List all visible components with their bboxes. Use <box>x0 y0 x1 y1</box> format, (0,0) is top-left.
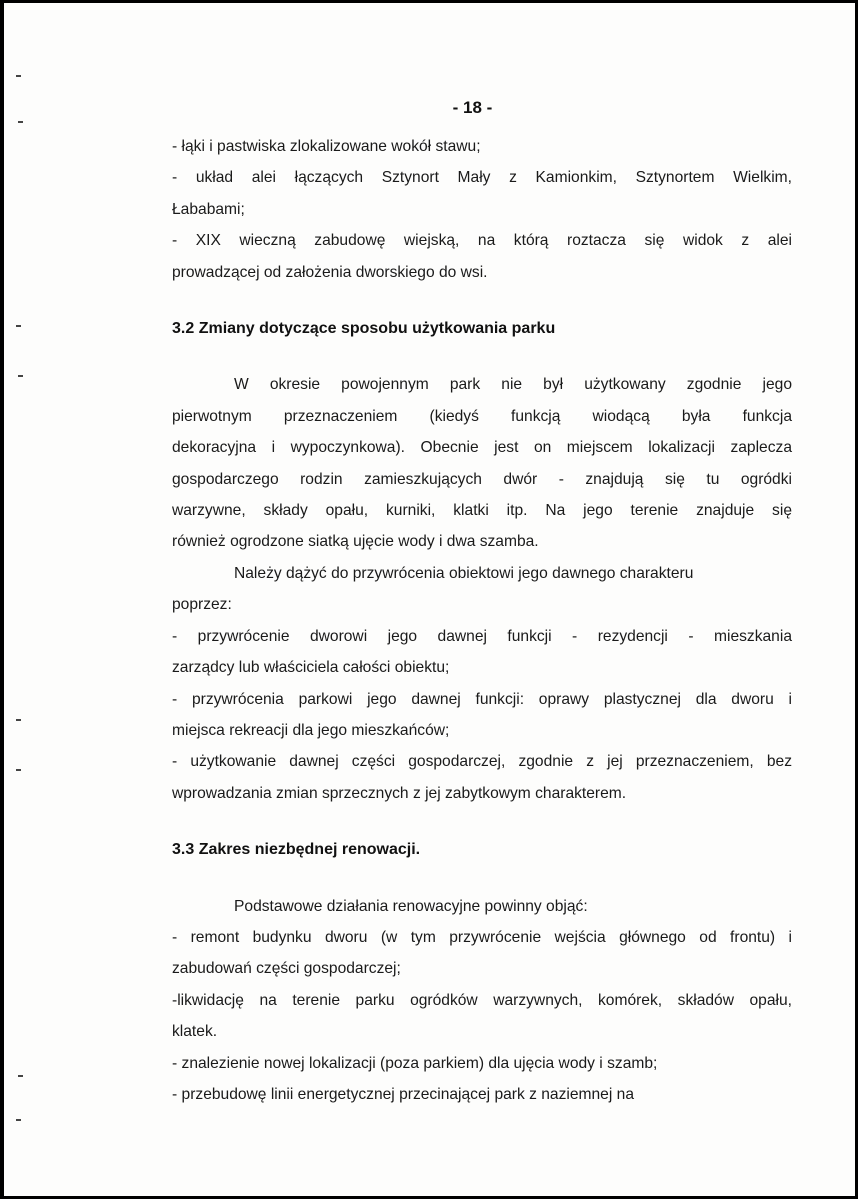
scan-mark <box>18 375 23 377</box>
document-page <box>4 3 855 1196</box>
text-line: - znalezienie nowej lokalizacji (poza parkiem) dla ujęcia wody i szamb; <box>172 1054 658 1072</box>
scan-mark <box>18 1075 23 1077</box>
paragraph <box>172 369 792 557</box>
text-line: wprowadzania zmian sprzecznych z jej zabytkowym charakterem. <box>172 784 627 802</box>
scan-mark <box>16 325 21 327</box>
text-line: zabudowań części gospodarczej; <box>172 960 401 978</box>
text-line: poprzez: <box>172 596 232 614</box>
text-line: - użytkowanie dawnej części gospodarczej, zgodnie z jej przeznaczeniem, bez <box>172 753 792 771</box>
text-line: miejsca rekreacji dla jego mieszkańców; <box>172 721 450 739</box>
scan-mark <box>16 769 21 771</box>
text-line: Należy dążyć do przywrócenia obiektowi jego dawnego charakteru <box>234 564 694 582</box>
paragraph <box>172 558 792 809</box>
section-heading: 3.2 Zmiany dotyczące sposobu użytkowania parku <box>172 320 556 338</box>
scan-mark <box>16 719 21 721</box>
text-line: W okresie powojennym park nie był użytkowany zgodnie jego <box>234 376 792 394</box>
text-line: -likwidację na terenie parku ogródków warzywnych, komórek, składów opału, <box>172 991 792 1009</box>
text-line: Podstawowe działania renowacyjne powinny objąć: <box>234 897 588 915</box>
text-line: - łąki i pastwiska zlokalizowane wokół stawu; <box>172 138 481 155</box>
text-line: pierwotnym przeznaczeniem (kiedyś funkcją wiodącą była funkcja <box>172 407 792 425</box>
text-line: prowadzącej od założenia dworskiego do wsi. <box>172 263 488 281</box>
text-line: gospodarczego rodzin zamieszkujących dwór - znajdują się tu ogródki <box>172 470 792 488</box>
text-line: - przywrócenie dworowi jego dawnej funkcji - rezydencji - mieszkania <box>172 627 792 645</box>
text-line: - XIX wieczną zabudowę wiejską, na którą roztacza się widok z alei <box>172 232 792 250</box>
text-line: Łababami; <box>172 200 245 218</box>
text-line: również ogrodzone siatką ujęcie wody i dwa szamba. <box>172 533 539 551</box>
section-heading: 3.3 Zakres niezbędnej renowacji. <box>172 841 421 859</box>
text-line: klatek. <box>172 1023 218 1041</box>
text-line: - przywrócenia parkowi jego dawnej funkcji: oprawy plastycznej dla dworu i <box>172 690 792 708</box>
page-number: - 18 - <box>452 98 493 117</box>
scan-mark <box>16 75 21 77</box>
document-body <box>172 131 792 1110</box>
text-line: - remont budynku dworu (w tym przywrócenie wejścia głównego od frontu) i <box>172 928 792 946</box>
text-line: dekoracyjna i wypoczynkowa). Obecnie jest on miejscem lokalizacji zaplecza <box>172 439 792 457</box>
text-line: - przebudowę linii energetycznej przecinającej park z naziemnej na <box>172 1085 634 1103</box>
text-line: warzywne, składy opału, kurniki, klatki itp. Na jego terenie znajduje się <box>172 502 792 520</box>
scan-mark <box>16 1119 21 1121</box>
scan-mark <box>18 121 23 123</box>
text-line: zarządcy lub właściciela całości obiektu; <box>172 659 450 677</box>
text-line: - układ alei łączących Sztynort Mały z Kamionkim, Sztynortem Wielkim, <box>172 169 792 187</box>
intro-list <box>172 131 792 288</box>
paragraph <box>172 891 792 1111</box>
